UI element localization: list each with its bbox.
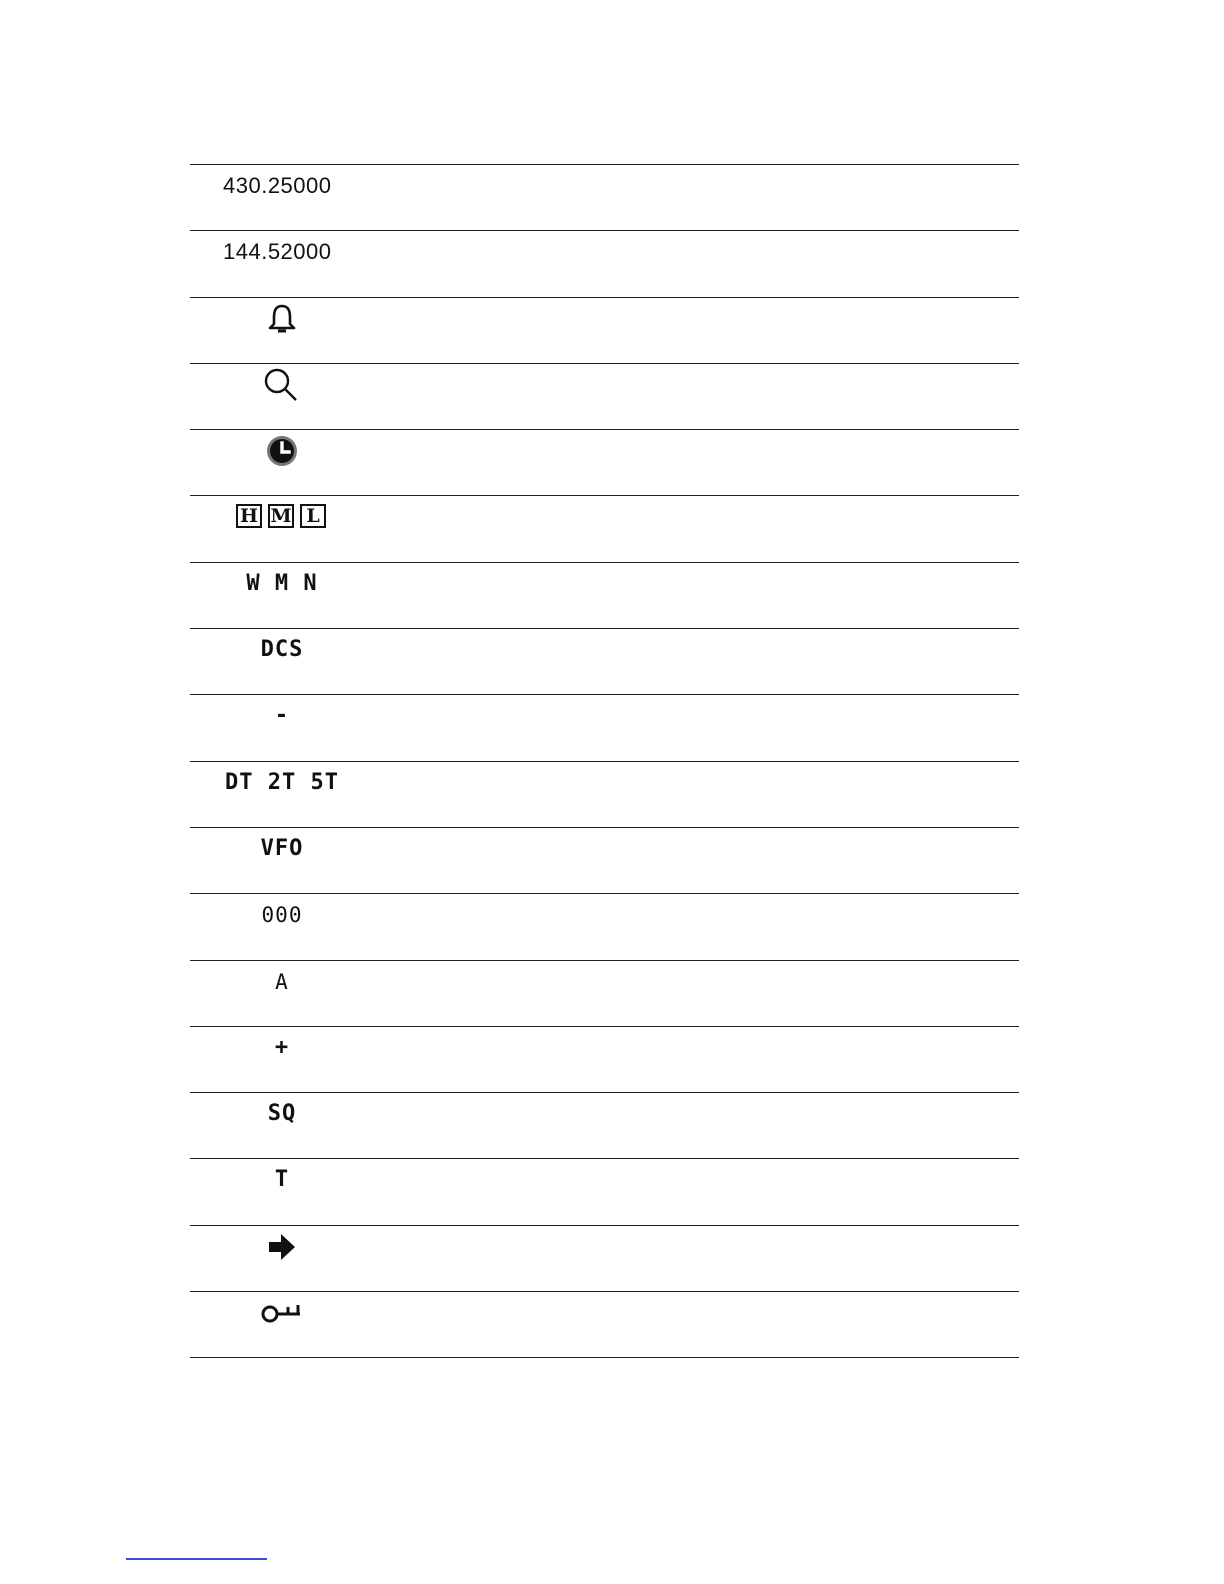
symbol-cell	[190, 1300, 374, 1330]
power-low-box: L	[300, 504, 326, 528]
table-row	[190, 165, 1019, 231]
lcd-symbol-table	[190, 164, 1019, 1358]
table-row	[190, 762, 1019, 828]
table-row	[190, 695, 1019, 761]
table-row	[190, 231, 1019, 297]
frequency-display-a: 430.25000	[223, 173, 332, 198]
table-row	[190, 629, 1019, 695]
channel-number-symbol: 000	[261, 903, 303, 928]
table-row	[190, 364, 1019, 430]
bell-icon	[265, 302, 299, 336]
table-row	[190, 894, 1019, 960]
power-mid-box: M	[268, 504, 294, 528]
squelch-symbol: SQ	[267, 1101, 297, 1127]
symbol-cell	[190, 372, 374, 402]
table-row	[190, 961, 1019, 1027]
table-row	[190, 496, 1019, 562]
link-underline	[126, 1558, 267, 1560]
table-row	[190, 1093, 1019, 1159]
bandwidth-symbol: W M N	[246, 570, 318, 596]
vfo-symbol: VFO	[260, 835, 304, 861]
table-row	[190, 1159, 1019, 1225]
tone-symbol: T	[274, 1167, 290, 1193]
tone-mode-symbol: DT 2T 5T	[225, 769, 339, 795]
clock-icon	[264, 433, 300, 469]
table-row	[190, 1027, 1019, 1093]
dcs-symbol: DCS	[260, 637, 304, 663]
table-row	[190, 430, 1019, 496]
a-symbol: A	[275, 969, 289, 994]
key-icon	[260, 1298, 304, 1328]
arrow-right-icon	[265, 1230, 299, 1264]
symbol-cell	[190, 306, 374, 336]
table-row	[190, 563, 1019, 629]
symbol-cell	[190, 438, 374, 468]
symbol-cell	[190, 1234, 374, 1264]
magnifier-icon	[262, 367, 302, 403]
frequency-display-b: 144.52000	[223, 239, 332, 265]
power-level-cell	[190, 504, 374, 534]
plus-shift-symbol: +	[274, 1034, 290, 1060]
table-row	[190, 828, 1019, 894]
table-row	[190, 298, 1019, 364]
power-high-box: H	[236, 504, 262, 528]
minus-shift-symbol: -	[274, 703, 290, 729]
table-row	[190, 1292, 1019, 1358]
table-row	[190, 1226, 1019, 1292]
